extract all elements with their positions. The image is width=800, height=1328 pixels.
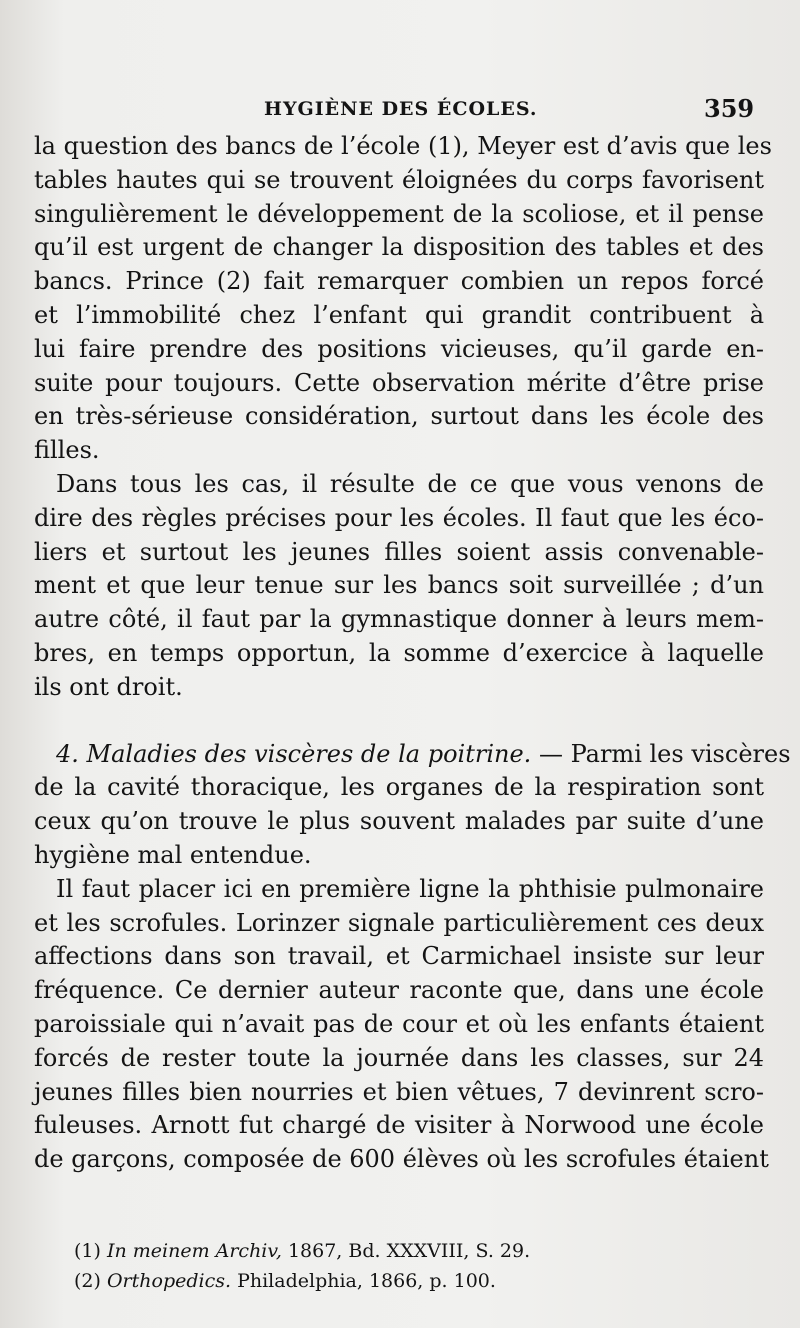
paragraph (34, 130, 772, 468)
text-line: Dans tous les cas, il résulte de ce que vous venons de (56, 469, 764, 498)
footnote-source: Orthopedics. (106, 1270, 232, 1292)
footnote-source: In meinem Archiv, (106, 1240, 282, 1262)
text-line: ils ont droit. (34, 672, 183, 701)
text-line: filles. (34, 436, 100, 465)
section-paragraph (34, 738, 791, 873)
text-line: singulièrement le développement de la scoliose, et il pense (34, 199, 764, 228)
text-line: ceux qu’on trouve le plus souvent malades par suite d’une (34, 807, 764, 836)
footnote (74, 1266, 714, 1296)
section-gap (34, 705, 764, 738)
text-line: hygiène mal entendue. (34, 840, 312, 869)
text-line: dire des règles précises pour les écoles. Il faut que les éco- (34, 503, 764, 532)
text-line: de garçons, composée de 600 élèves où les scrofules étaient (34, 1145, 769, 1174)
text-line: suite pour toujours. Cette observation mérite d’être prise (34, 368, 764, 397)
text-line: lui faire prendre des positions vicieuses, qu’il garde en- (34, 334, 764, 363)
text-line: forcés de rester toute la journée dans les classes, sur 24 (34, 1043, 764, 1072)
text-line: affections dans son travail, et Carmichael insiste sur leur (34, 942, 764, 971)
text-line: fuleuses. Arnott fut chargé de visiter à Norwood une école (34, 1111, 764, 1140)
footnote-marker: (1) (74, 1240, 101, 1262)
text-line: liers et surtout les jeunes filles soient assis convenable- (34, 537, 764, 566)
text-line: ment et que leur tenue sur les bancs soit surveillée ; d’un (34, 571, 764, 600)
section-first-line: — Parmi les viscères (538, 739, 791, 768)
text-line: en très-sérieuse considération, surtout dans les école des (34, 402, 764, 431)
text-line: Il faut placer ici en première ligne la phthisie pulmonaire (56, 874, 764, 903)
page-number: 359 (704, 94, 755, 123)
text-line: la question des bancs de l’école (1), Meyer est d’avis que les (34, 132, 772, 160)
footnote-marker: (2) (74, 1270, 101, 1292)
running-title: HYGIÈNE DES ÉCOLES. (264, 98, 538, 120)
section-title: Maladies des viscères de la poitrine. (86, 739, 532, 768)
text-line: et l’immobilité chez l’enfant qui grandit contribuent à (34, 300, 764, 329)
footnote-detail: Philadelphia, 1866, p. 100. (237, 1270, 496, 1292)
text-line: de la cavité thoracique, les organes de la respiration sont (34, 773, 764, 802)
text-line: autre côté, il faut par la gymnastique donner à leurs mem- (34, 605, 764, 634)
text-line: bancs. Prince (2) fait remarquer combien un repos forcé (34, 267, 764, 296)
section-heading-line (34, 738, 791, 772)
text-line: bres, en temps opportun, la somme d’exercice à laquelle (34, 638, 764, 667)
footnote (74, 1236, 714, 1266)
body-text (34, 130, 791, 1177)
text-line: tables hautes qui se trouvent éloignées du corps favorisent (34, 165, 764, 194)
paragraph (34, 468, 764, 705)
footnotes (74, 1236, 714, 1296)
text-line: et les scrofules. Lorinzer signale particulièrement ces deux (34, 908, 764, 937)
footnote-detail: 1867, Bd. XXXVIII, S. 29. (287, 1240, 531, 1262)
text-line: paroissiale qui n’avait pas de cour et où les enfants étaient (34, 1009, 764, 1038)
section-number: 4. (56, 739, 79, 768)
page-header (0, 92, 800, 128)
text-line: fréquence. Ce dernier auteur raconte que, dans une école (34, 976, 764, 1005)
text-line: jeunes filles bien nourries et bien vêtues, 7 devinrent scro- (34, 1077, 764, 1106)
text-line: qu’il est urgent de changer la disposition des tables et des (34, 233, 764, 262)
paragraph (34, 873, 769, 1177)
